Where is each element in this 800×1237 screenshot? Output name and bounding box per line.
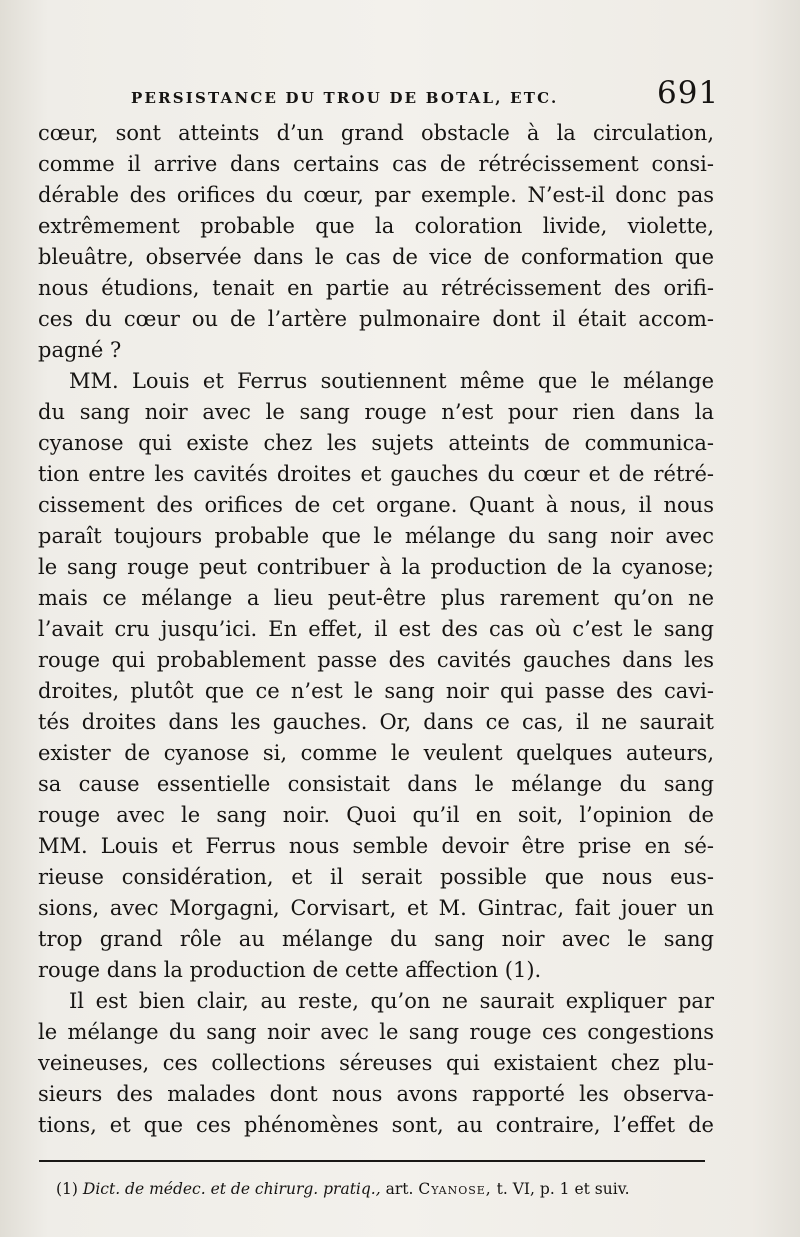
footnote-reference: t. VI, p. 1 et suiv. [496,1180,630,1198]
text-line: MM. Louis et Ferrus soutiennent même que le mélange [69,369,714,393]
text-line: sa cause essentielle consistait dans le mélange du sang [38,772,714,796]
text-line: Il est bien clair, au reste, qu’on ne saurait expliquer par [69,989,714,1013]
text-line: ces du cœur ou de l’artère pulmonaire dont il était accom- [38,307,714,331]
running-head: PERSISTANCE DU TROU DE BOTAL, ETC. [131,89,559,107]
text-line: exister de cyanose si, comme le veulent quelques auteurs, [38,741,714,765]
text-line: le mélange du sang noir avec le sang rouge ces congestions [38,1020,714,1044]
page-header [0,0,800,120]
text-line: trop grand rôle au mélange du sang noir avec le sang [38,927,714,951]
text-line: le sang rouge peut contribuer à la production de la cyanose; [38,555,714,579]
text-line: du sang noir avec le sang rouge n’est pour rien dans la [38,400,714,424]
text-line: bleuâtre, observée dans le cas de vice de conformation que [38,245,714,269]
text-line: rouge qui probablement passe des cavités gauches dans les [38,648,714,672]
text-line: sions, avec Morgagni, Corvisart, et M. Gintrac, fait jouer un [38,896,714,920]
body-text [38,118,714,1141]
footnote-article-name: Cyanose, [418,1180,492,1198]
text-line: mais ce mélange a lieu peut-être plus rarement qu’on ne [38,586,714,610]
text-line: rieuse considération, et il serait possible que nous eus- [38,865,714,889]
text-line: comme il arrive dans certains cas de rétrécissement consi- [38,152,714,176]
text-line: cyanose qui existe chez les sujets atteints de communica- [38,431,714,455]
text-line: cissement des orifices de cet organe. Quant à nous, il nous [38,493,714,517]
text-line: dérable des orifices du cœur, par exemple. N’est-il donc pas [38,183,714,207]
text-line: veineuses, ces collections séreuses qui existaient chez plu- [38,1051,714,1075]
text-line: droites, plutôt que ce n’est le sang noir qui passe des cavi- [38,679,714,703]
text-line: l’avait cru jusqu’ici. En effet, il est des cas où c’est le sang [38,617,714,641]
text-line: tions, et que ces phénomènes sont, au contraire, l’effet de [38,1113,714,1137]
footnote-article-label: art. [385,1180,414,1198]
text-line: sieurs des malades dont nous avons rapporté les observa- [38,1082,714,1106]
text-line: extrêmement probable que la coloration livide, violette, [38,214,714,238]
footnote-marker: (1) [56,1180,78,1198]
text-line: rouge avec le sang noir. Quoi qu’il en soit, l’opinion de [38,803,714,827]
text-line: cœur, sont atteints d’un grand obstacle à la circulation, [38,121,714,145]
text-line: nous étudions, tenait en partie au rétrécissement des orifi- [38,276,714,300]
footnote-title: Dict. de médec. et de chirurg. pratiq., [82,1180,381,1198]
paragraph-3 [38,986,714,1141]
page-number: 691 [657,75,720,111]
text-line: MM. Louis et Ferrus nous semble devoir être prise en sé- [38,834,714,858]
text-line: rouge dans la production de cette affection (1). [38,958,542,982]
text-line: paraît toujours probable que le mélange du sang noir avec [38,524,714,548]
footnote-rule [39,1160,705,1162]
footnote [56,1180,706,1198]
paragraph-1 [38,118,714,366]
text-line: tion entre les cavités droites et gauches du cœur et de rétré- [38,462,714,486]
text-line: tés droites dans les gauches. Or, dans ce cas, il ne saurait [38,710,714,734]
paragraph-2 [38,366,714,986]
text-line: pagné ? [38,338,122,362]
